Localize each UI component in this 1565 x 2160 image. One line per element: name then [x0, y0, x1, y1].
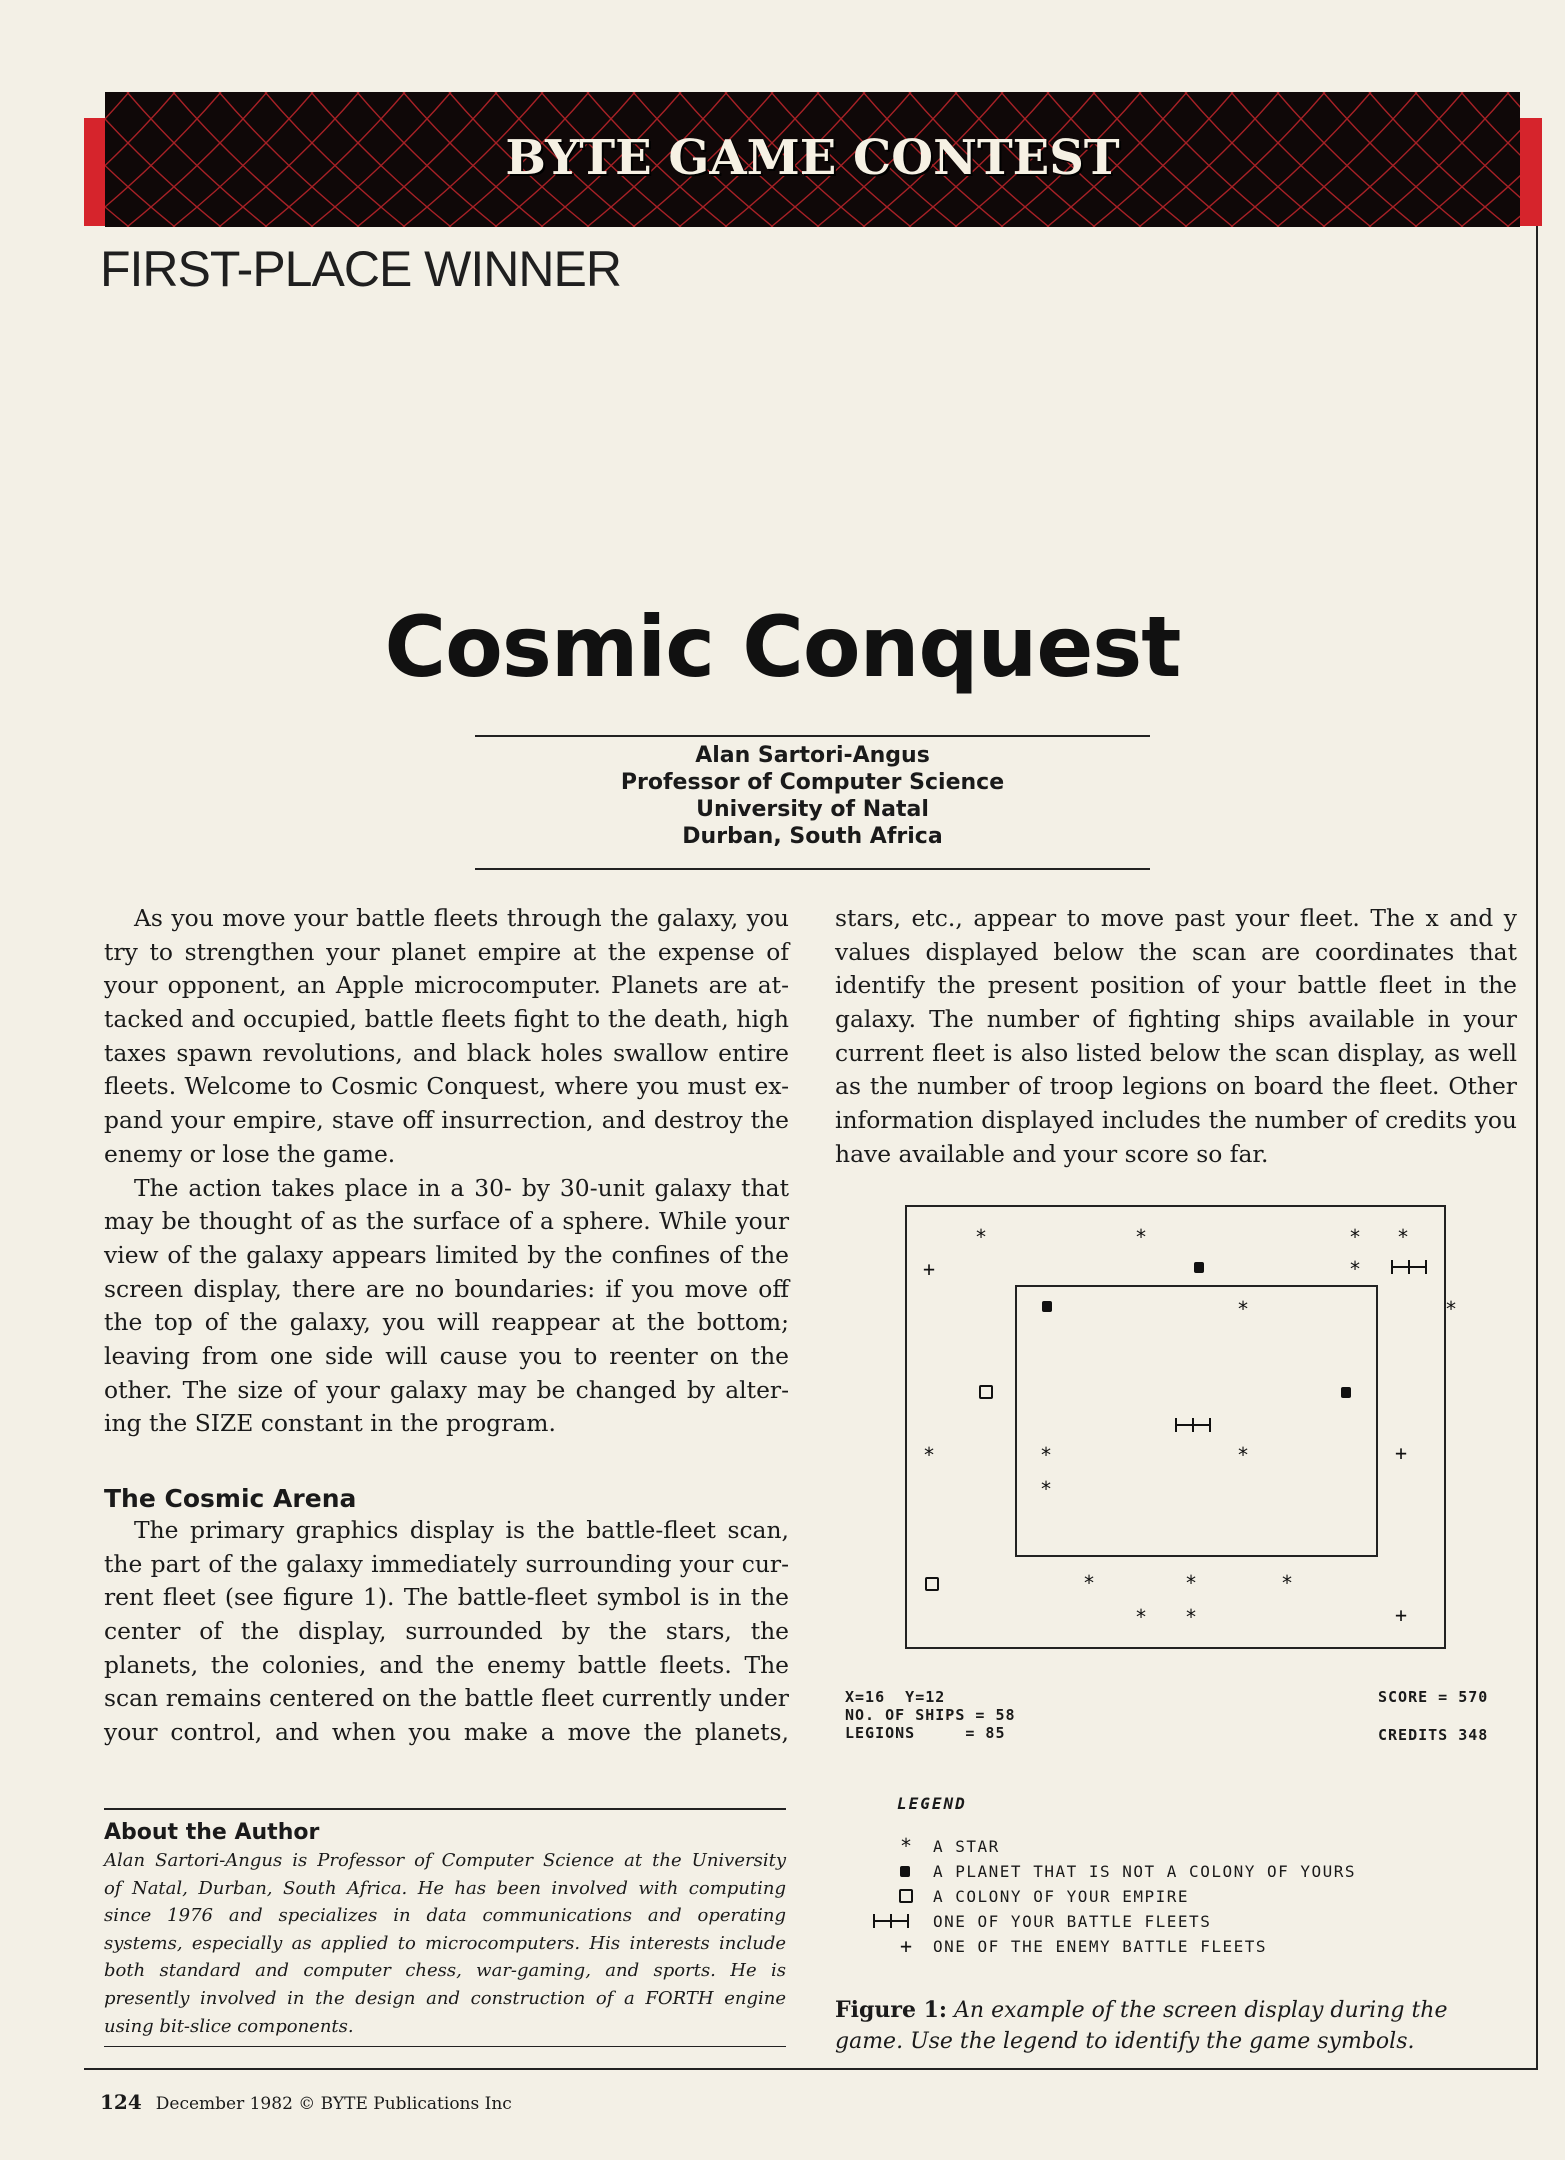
colony-icon: [925, 1577, 939, 1591]
section-heading-cosmic-arena: The Cosmic Arena: [104, 1484, 357, 1513]
text-line: The action takes place in a 30- by 30-unit galaxy that: [134, 1173, 789, 1202]
star-icon: *: [1445, 1297, 1458, 1321]
legend-text: ONE OF YOUR BATTLE FLEETS: [933, 1912, 1212, 1931]
score-readout: SCORE = 570: [1378, 1688, 1489, 1706]
legend-text: A COLONY OF YOUR EMPIRE: [933, 1887, 1190, 1906]
contest-banner: [105, 92, 1520, 227]
text-line: have available and your score so far.: [835, 1139, 1269, 1168]
enemy-fleet-icon: +: [900, 1934, 913, 1958]
issue-credit: December 1982 © BYTE Publications Inc: [155, 2094, 512, 2114]
battle-fleet-icon: [1175, 1418, 1211, 1432]
body-left-intro: [104, 902, 789, 1441]
text-line: your control, and when you make a move the planets,: [104, 1718, 789, 1747]
caption-text: An example of the screen display during the game. Use the legend to identify the game symbols.: [835, 1998, 1448, 2054]
planet-icon: [1341, 1387, 1351, 1398]
about-line: since 1976 and specializes in data communications and operating: [104, 1905, 786, 1927]
about-heading: About the Author: [104, 1820, 320, 1845]
star-icon: *: [1185, 1605, 1198, 1629]
text-line: values displayed below the scan are coordinates that: [835, 937, 1517, 966]
planet-icon: [1042, 1301, 1052, 1312]
legend-text: A PLANET THAT IS NOT A COLONY OF YOURS: [933, 1862, 1357, 1881]
star-icon: *: [1135, 1225, 1148, 1249]
battle-fleet-icon: [1391, 1260, 1427, 1274]
text-line: current fleet is also listed below the scan display, as well: [835, 1038, 1517, 1067]
about-line: using bit-slice components.: [104, 2015, 354, 2037]
text-line: center of the display, surrounded by the stars, the: [104, 1617, 789, 1646]
banner-red-bar-left: [84, 118, 106, 226]
text-line: stars, etc., appear to move past your fleet. The x and y: [835, 904, 1517, 932]
byline-rule-top: [475, 735, 1150, 737]
body-left-arena: [104, 1514, 789, 1750]
star-icon: *: [923, 1443, 936, 1467]
text-line: leaving from one side will cause you to reenter on the: [104, 1341, 789, 1370]
text-line: information displayed includes the number of credits you: [835, 1106, 1517, 1135]
byline: [475, 742, 1150, 850]
star-icon: *: [1135, 1605, 1148, 1629]
planet-icon: [1194, 1262, 1204, 1273]
text-line: As you move your battle fleets through the galaxy, you: [134, 904, 789, 932]
about-line: both standard and computer chess, war-gaming, and sports. He is: [104, 1960, 786, 1982]
text-line: the top of the galaxy, you will reappear at the bottom;: [104, 1308, 789, 1337]
ships-readout: NO. OF SHIPS = 58: [845, 1706, 1016, 1724]
about-author-box: [104, 1810, 786, 2040]
legions-readout: LEGIONS = 85: [845, 1724, 1006, 1742]
banner-title: BYTE GAME CONTEST: [505, 130, 1120, 186]
enemy-fleet-icon: +: [923, 1257, 936, 1281]
legend-title: LEGEND: [897, 1794, 967, 1813]
text-line: ing the SIZE constant in the program.: [104, 1409, 556, 1438]
about-line: Alan Sartori-Angus is Professor of Computer Science at the University: [104, 1850, 786, 1871]
text-line: other. The size of your galaxy may be changed by alter-: [104, 1375, 789, 1404]
text-line: view of the galaxy appears limited by the confines of the: [104, 1240, 789, 1269]
text-line: as the number of troop legions on board the fleet. Other: [835, 1072, 1517, 1101]
text-line: your opponent, an Apple microcomputer. Planets are at-: [104, 971, 789, 1000]
text-line: tacked and occupied, battle fleets fight to the death, high: [104, 1005, 789, 1034]
star-icon: *: [1281, 1571, 1294, 1595]
star-icon: *: [1185, 1571, 1198, 1595]
star-icon: *: [1349, 1257, 1362, 1281]
text-line: enemy or lose the game.: [104, 1139, 396, 1168]
section-label: FIRST-PLACE WINNER: [100, 241, 621, 297]
about-line: presently involved in the design and construction of a FORTH engine: [104, 1987, 786, 2009]
author-name: Alan Sartori-Angus: [695, 743, 930, 768]
legend-text: A STAR: [933, 1837, 1000, 1856]
about-rule-bottom: [104, 2046, 786, 2047]
author-title: Professor of Computer Science: [620, 770, 1005, 795]
colony-icon: [899, 1889, 913, 1903]
body-right: [835, 902, 1517, 1172]
star-icon: *: [900, 1834, 913, 1858]
battle-fleet-scan: [905, 1205, 1458, 1649]
banner-red-bar-right: [1520, 118, 1542, 226]
credits-readout: CREDITS 348: [1378, 1726, 1489, 1744]
star-icon: *: [1040, 1477, 1053, 1501]
text-line: The primary graphics display is the battle-fleet scan,: [134, 1516, 789, 1544]
caption-label: Figure 1:: [835, 1997, 948, 2023]
text-line: galaxy. The number of fighting ships available in your: [835, 1005, 1517, 1034]
figure-caption: [835, 1995, 1520, 2057]
about-line: of Natal, Durban, South Africa. He has been involved with computing: [104, 1877, 786, 1899]
text-line: the part of the galaxy immediately surrounding your cur-: [104, 1549, 789, 1578]
page-number: 124: [100, 2090, 142, 2114]
page-frame-bottom: [84, 2068, 1538, 2070]
enemy-fleet-icon: +: [1395, 1441, 1408, 1465]
colony-icon: [979, 1385, 993, 1399]
text-line: screen display, there are no boundaries: if you move off: [104, 1274, 789, 1303]
byline-rule-bottom: [475, 868, 1150, 870]
star-icon: *: [1040, 1443, 1053, 1467]
text-line: scan remains centered on the battle fleet currently under: [104, 1684, 789, 1713]
star-icon: *: [975, 1225, 988, 1249]
text-line: may be thought of as the surface of a sphere. While your: [104, 1207, 789, 1236]
article-title: Cosmic Conquest: [384, 598, 1181, 696]
page-footer: [100, 2090, 512, 2114]
enemy-fleet-icon: +: [1395, 1603, 1408, 1627]
star-icon: *: [1349, 1225, 1362, 1249]
text-line: planets, the colonies, and the enemy battle fleets. The: [104, 1650, 789, 1679]
about-line: systems, especially as applied to microcomputers. His interests include: [104, 1932, 786, 1954]
star-icon: *: [1083, 1571, 1096, 1595]
battle-fleet-icon: [873, 1914, 909, 1928]
star-icon: *: [1237, 1443, 1250, 1467]
text-line: identify the present position of your battle fleet in the: [835, 971, 1517, 1000]
star-icon: *: [1237, 1297, 1250, 1321]
text-line: try to strengthen your planet empire at the expense of: [104, 937, 789, 966]
planet-icon: [900, 1866, 910, 1877]
legend-text: ONE OF THE ENEMY BATTLE FLEETS: [933, 1937, 1267, 1956]
author-university: University of Natal: [696, 797, 929, 822]
coordinates-readout: X=16 Y=12: [845, 1688, 946, 1706]
text-line: pand your empire, stave off insurrection, and destroy the: [104, 1106, 789, 1135]
author-location: Durban, South Africa: [682, 824, 943, 849]
text-line: taxes spawn revolutions, and black holes swallow entire: [104, 1038, 789, 1067]
star-icon: *: [1397, 1225, 1410, 1249]
text-line: fleets. Welcome to Cosmic Conquest, where you must ex-: [104, 1072, 789, 1101]
text-line: rent fleet (see figure 1). The battle-fleet symbol is in the: [104, 1583, 789, 1612]
page-frame-right: [1536, 226, 1538, 2070]
